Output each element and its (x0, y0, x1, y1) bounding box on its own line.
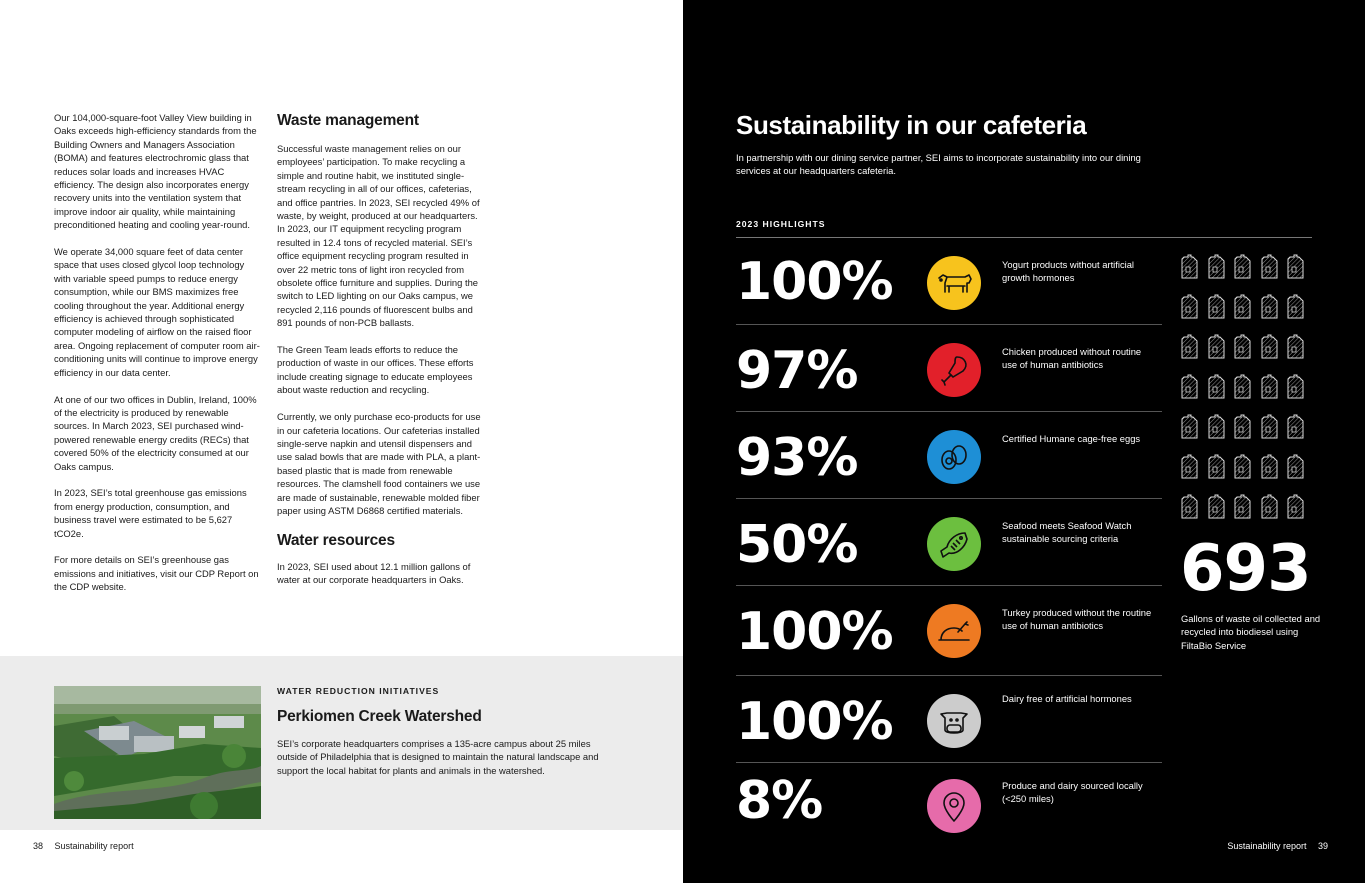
oil-jug-icon (1260, 333, 1280, 359)
oil-jug-icon (1286, 293, 1306, 319)
oil-jug-icon (1180, 373, 1200, 399)
waste-paragraph: The Green Team leads efforts to reduce the production of waste in our offices. These efforts include creating signage to educate employees about waste reduction and recycling. (277, 344, 474, 396)
oil-jug-icon (1260, 493, 1280, 519)
eggs-icon (927, 430, 981, 484)
oil-jug-icon (1233, 413, 1253, 439)
highlight-value: 50% (736, 515, 858, 575)
highlight-value: 8% (736, 771, 823, 831)
highlight-value: 100% (736, 602, 893, 662)
page-number: 39 (1317, 841, 1328, 851)
right-folio (1227, 841, 1328, 851)
oil-jug-icon (1286, 253, 1306, 279)
col1-paragraph: For more details on SEI’s greenhouse gas emissions and initiatives, visit our CDP Report on the CDP website. (54, 554, 259, 593)
energy-column (54, 111, 260, 607)
oil-jug-icon (1207, 413, 1227, 439)
highlight-value: 100% (736, 692, 893, 752)
band-eyebrow: WATER REDUCTION INITIATIVES (277, 686, 440, 696)
band-heading: Perkiomen Creek Watershed (277, 708, 482, 725)
oil-jug-icon (1286, 493, 1306, 519)
highlights-eyebrow: 2023 HIGHLIGHTS (736, 219, 826, 229)
cow-icon (927, 256, 981, 310)
highlight-text: Turkey produced without the routine use of human antibiotics (1002, 607, 1152, 632)
oil-jug-icon (1207, 493, 1227, 519)
oil-jug-icon (1286, 413, 1306, 439)
highlight-text: Chicken produced without routine use of human antibiotics (1002, 346, 1142, 371)
water-heading: Water resources (277, 531, 395, 549)
band-paragraph: SEI’s corporate headquarters comprises a 135-acre campus about 25 miles outside of Philadelphia that is designed to maintain the natural landscape and support the local habitat for plants and animals in the watershed. (277, 738, 599, 776)
waste-water-column (277, 111, 483, 600)
oil-jug-icon (1207, 453, 1227, 479)
oil-jug-icon (1260, 413, 1280, 439)
right-page (683, 0, 1365, 883)
col1-paragraph: We operate 34,000 square feet of data center space that uses closed glycol loop technology with variable speed pumps to reduce energy consumption, while our BMS maximizes free cooling throughout the year. Additional energy efficiency is achieved through sophisticated computer modeling of airflow on the raised floor area. Ongoing replacement of computer room air-conditioning units will continue to improve energy efficiency in our data center. (54, 246, 260, 378)
oil-jug-icon (1207, 373, 1227, 399)
map-pin-icon (927, 779, 981, 833)
oil-jug-icon (1180, 253, 1200, 279)
oil-gallons-caption: Gallons of waste oil collected and recycled into biodiesel using FiltaBio Service (1181, 613, 1321, 651)
oil-jug-icon (1286, 453, 1306, 479)
cow-face-icon (927, 694, 981, 748)
oil-jug-icon (1233, 493, 1253, 519)
watershed-text (277, 686, 622, 777)
oil-jug-icon (1286, 373, 1306, 399)
highlight-text: Dairy free of artificial hormones (1002, 693, 1132, 704)
oil-jug-icon (1180, 453, 1200, 479)
oil-jug-icon (1180, 333, 1200, 359)
oil-jug-icon (1180, 293, 1200, 319)
oil-jug-icon (1233, 333, 1253, 359)
highlight-value: 97% (736, 341, 858, 401)
highlight-text: Seafood meets Seafood Watch sustainable sourcing criteria (1002, 520, 1132, 545)
oil-jug-icon (1207, 333, 1227, 359)
oil-jug-icon (1233, 293, 1253, 319)
oil-jug-icon (1180, 493, 1200, 519)
oil-jug-icon (1233, 453, 1253, 479)
oil-jug-icon (1260, 293, 1280, 319)
turkey-icon (927, 604, 981, 658)
oil-jugs (1180, 253, 1320, 519)
oil-jug-icon (1207, 293, 1227, 319)
report-title: Sustainability report (54, 841, 134, 851)
oil-jug-icon (1233, 373, 1253, 399)
col1-paragraph: At one of our two offices in Dublin, Ireland, 100% of the electricity is produced by renewable sources. In March 2023, SEI purchased wind-powered renewable energy credits (RECs) that covered 50% of the electricity consumed at our Oaks campus. (54, 393, 257, 472)
water-paragraph: In 2023, SEI used about 12.1 million gallons of water at our corporate headquarters in Oaks. (277, 560, 471, 586)
highlight-row (736, 238, 1162, 325)
highlight-row (736, 412, 1162, 499)
highlight-text: Certified Humane cage-free eggs (1002, 433, 1141, 444)
oil-jug-icon (1260, 373, 1280, 399)
waste-heading: Waste management (277, 112, 419, 129)
col1-paragraph: Our 104,000-square-foot Valley View building in Oaks exceeds high-efficiency standards from the Building Owners and Managers Association (BOMA) and features electrochromic glass that reduces solar loads and increases HVAC efficiency. The design also incorporates energy recovery units into the ventilation system that improve indoor air quality, while maintaining preconditioned heating and cooling year-round. (54, 112, 257, 231)
left-folio (33, 841, 134, 851)
oil-jug-icon (1260, 453, 1280, 479)
highlight-row (736, 325, 1162, 412)
oil-gallons-value: 693 (1180, 532, 1311, 606)
report-title: Sustainability report (1227, 841, 1307, 851)
highlight-text: Yogurt products without artificial growth hormones (1002, 259, 1135, 284)
drumstick-icon (927, 343, 981, 397)
highlight-value: 93% (736, 428, 858, 488)
waste-paragraph: Currently, we only purchase eco-products for use in our cafeteria locations. Our cafeterias installed single-serve napkin and utensil dispensers and use salad bowls that are made with PLA, a plant-based plastic that is made from renewable resources. The clamshell food containers we use are made of sustainable, renewable molded fiber paper using ASTM D6868 certified materials. (277, 411, 481, 516)
oil-jug-icon (1286, 333, 1306, 359)
page-number: 38 (33, 841, 44, 851)
col1-paragraph: In 2023, SEI’s total greenhouse gas emissions from energy production, consumption, and business travel were estimated to be 5,627 tCO2e. (54, 487, 247, 539)
highlight-row (736, 763, 1162, 850)
fish-icon (927, 517, 981, 571)
highlight-value: 100% (736, 252, 893, 312)
highlight-text: Produce and dairy sourced locally (<250 miles) (1002, 780, 1143, 805)
highlight-row (736, 499, 1162, 586)
highlight-row (736, 676, 1162, 763)
oil-jug-grid (1180, 253, 1320, 519)
oil-jug-icon (1260, 253, 1280, 279)
oil-jug-icon (1233, 253, 1253, 279)
highlight-row (736, 586, 1162, 676)
oil-jug-icon (1180, 413, 1200, 439)
waste-paragraph: Successful waste management relies on our employees’ participation. To make recycling a simple and routine habit, we instituted single-stream recycling in all of our offices, cafeterias, and office pantries. In 2023, SEI recycled 49% of waste, by weight, produced at our headquarters. In 2023, our IT equipment recycling program resulted in 12.4 tons of recycled material. SEI’s office equipment recycling program resulted in over 22 metric tons of light iron recycled from obsolete office furniture and supplies. During the switch to LED lighting on our Oaks campus, we recycled 2,116 pounds of fluorescent bulbs and 891 pounds of non-PCB ballasts. (277, 143, 480, 329)
campus-aerial-photo (54, 686, 261, 819)
oil-jug-icon (1207, 253, 1227, 279)
intro-text: In partnership with our dining service partner, SEI aims to incorporate sustainability into our dining services at our headquarters cafeteria. (736, 152, 1141, 177)
page-title: Sustainability in our cafeteria (736, 110, 1087, 140)
